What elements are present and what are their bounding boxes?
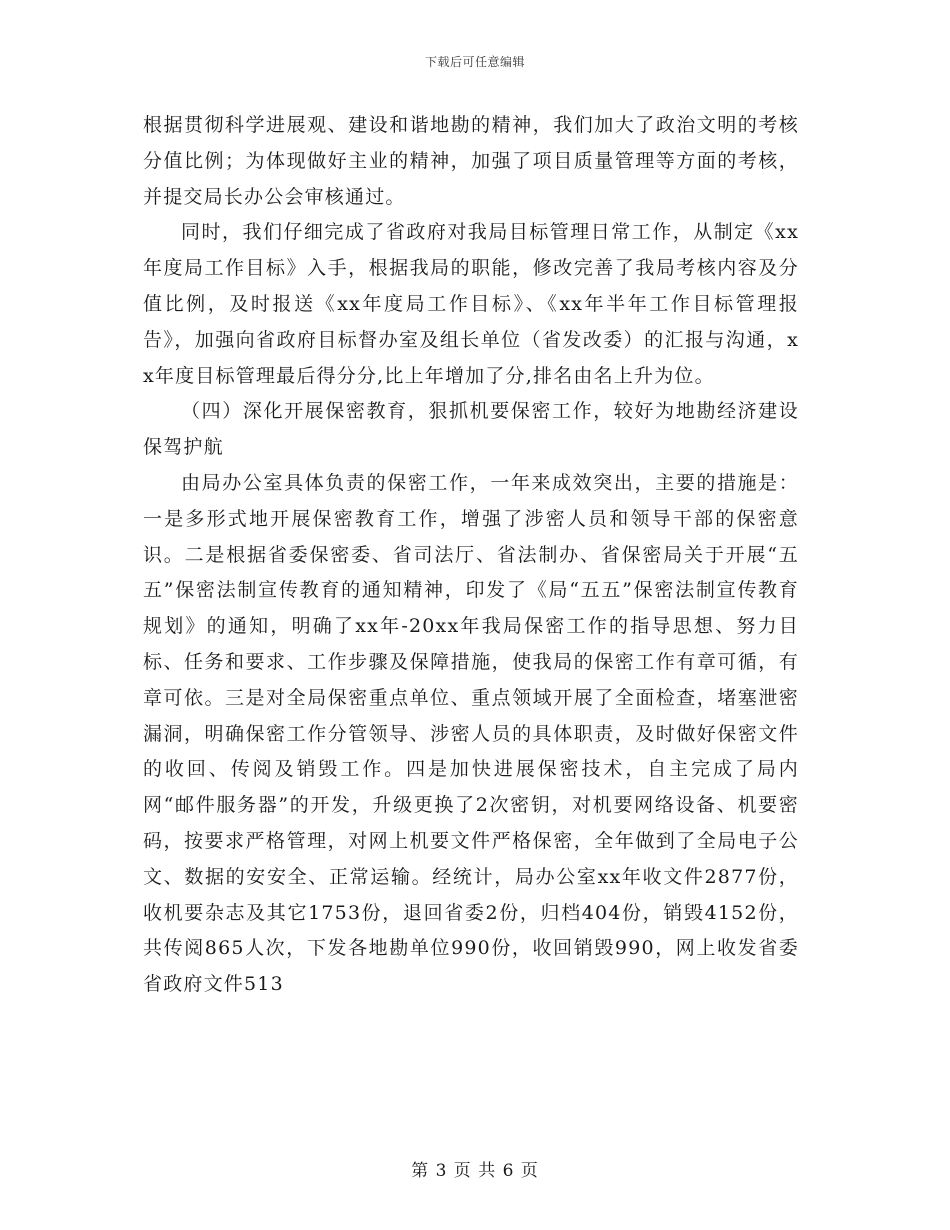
section-heading-4: （四）深化开展保密教育，狠抓机要保密工作，较好为地勘经济建设保驾护航 bbox=[143, 400, 799, 459]
paragraph-3: 由局办公室具体负责的保密工作，一年来成效突出，主要的措施是：一是多形式地开展保密教育工作，增强了涉密人员和领导干部的保密意识。二是根据省委保密委、省司法厅、省法制办、省保密局关于开展“五五”保密法制宣传教育的通知精神，印发了《局“五五”保密法制宣传教育规划》的通知，明确了xx年-20xx年我局保密工作的指导思想、努力目标、任务和要求、工作步骤及保障措施，使我局的保密工作有章可循，有章可依。三是对全局保密重点单位、重点领域开展了全面检查，堵塞泄密漏洞，明确保密工作分管领导、涉密人员的具体职责，及时做好保密文件的收回、传阅及销毁工作。四是加快进展保密技术，自主完成了局内网“邮件服务器”的开发，升级更换了2次密钥，对机要网络设备、机要密码，按要求严格管理，对网上机要文件严格保密，全年做到了全局电子公文、数据的安安全、正常运输。经统计，局办公室xx年收文件2877份，收机要杂志及其它1753份，退回省委2份，归档404份，销毁4152份，共传阅865人次，下发各地勘单位990份，收回销毁990，网上收发省委省政府文件513 bbox=[143, 471, 799, 996]
page-footer: 第 3 页 共 6 页 bbox=[411, 1161, 539, 1181]
paragraph-2: 同时，我们仔细完成了省政府对我局目标管理日常工作，从制定《xx年度局工作目标》入手，根据我局的职能，修改完善了我局考核内容及分值比例，及时报送《xx年度局工作目标》、《xx年半年工作目标管理报告》，加强向省政府目标督办室及组长单位（省发改委）的汇报与沟通，xx年度目标管理最后得分分,比上年增加了分,排名由名上升为位。 bbox=[143, 221, 799, 387]
paragraph-1: 根据贯彻科学进展观、建设和谐地勘的精神，我们加大了政治文明的考核分值比例；为体现做好主业的精神，加强了项目质量管理等方面的考核，并提交局长办公会审核通过。 bbox=[143, 114, 799, 208]
page-header: 下载后可任意编辑 bbox=[424, 55, 525, 69]
document-body bbox=[143, 108, 799, 1003]
